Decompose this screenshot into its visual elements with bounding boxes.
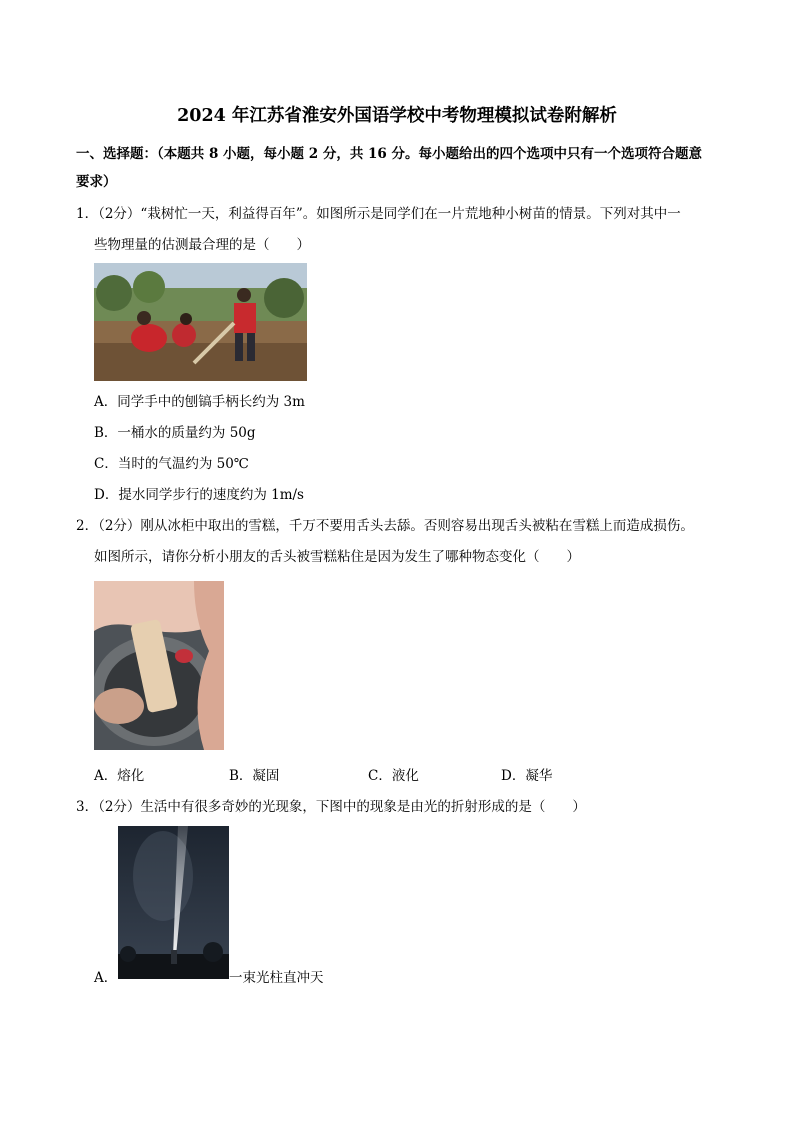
question-3-option-a-letter: A．: [94, 970, 118, 986]
question-2-stem-continued: 如图所示，请你分析小朋友的舌头被雪糕粘住是因为发生了哪种物态变化（ ）: [94, 549, 580, 565]
page-title: 2024 年江苏省淮安外国语学校中考物理模拟试卷附解析: [177, 106, 617, 126]
tree-planting-photo: [94, 263, 307, 381]
question-2-option-d: D．凝华: [501, 768, 553, 784]
question-2-option-c: C．液化: [368, 768, 419, 784]
question-1-option-a: A．同学手中的刨镐手柄长约为 3m: [94, 394, 305, 410]
ice-pop-photo: [94, 581, 224, 750]
question-1-option-b: B．一桶水的质量约为 50g: [94, 425, 256, 441]
question-3-option-a-text: 一束光柱直冲天: [229, 970, 324, 986]
question-3-stem: 3．（2分）生活中有很多奇妙的光现象，下图中的现象是由光的折射形成的是（ ）: [76, 799, 586, 815]
question-1-stem: 1．（2分）“栽树忙一天，利益得百年”。如图所示是同学们在一片荒地种小树苗的情景。下列对其中一: [76, 206, 681, 222]
light-beam-night-sky-photo: [118, 826, 229, 979]
question-1-option-d: D．提水同学步行的速度约为 1m/s: [94, 487, 304, 503]
question-2-stem: 2．（2分）刚从冰柜中取出的雪糕，千万不要用舌头去舔。否则容易出现舌头被粘在雪糕上而造成损伤。: [76, 518, 694, 534]
question-1-option-c: C．当时的气温约为 50℃: [94, 456, 249, 472]
question-2-option-a: A．熔化: [94, 768, 145, 784]
question-2-option-b: B．凝固: [229, 768, 280, 784]
section-heading: 一、选择题：（本题共 8 小题，每小题 2 分，共 16 分。每小题给出的四个选项中只有一个选项符合题意: [76, 146, 703, 162]
section-heading-continued: 要求）: [76, 174, 117, 190]
question-1-stem-continued: 些物理量的估测最合理的是（ ）: [94, 237, 310, 253]
